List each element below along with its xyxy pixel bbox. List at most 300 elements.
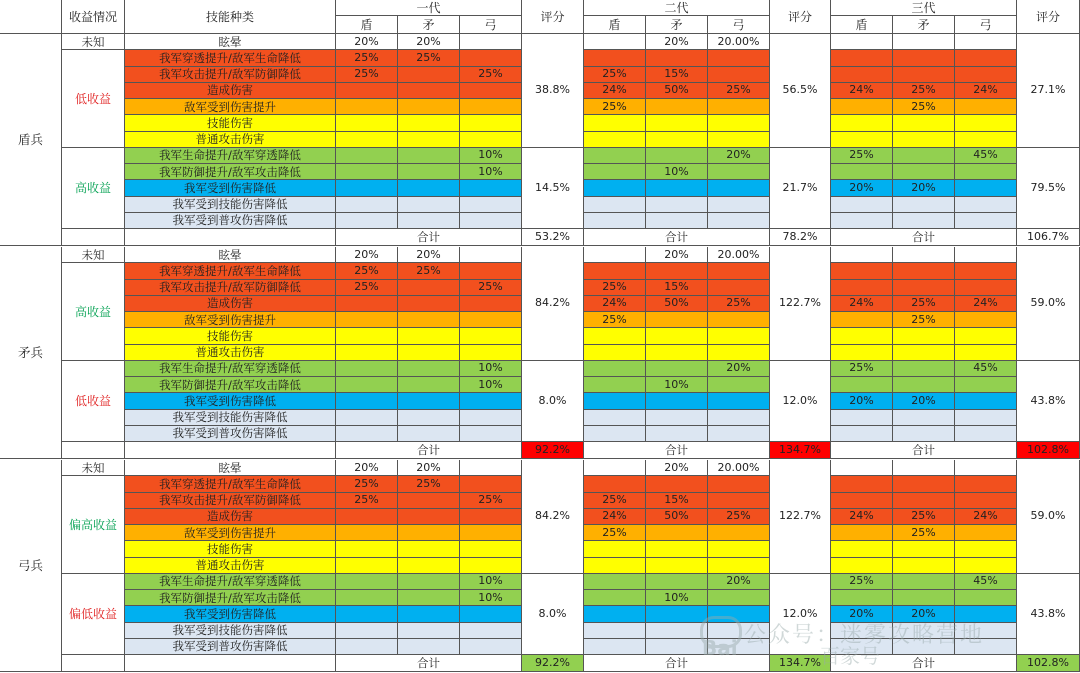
value-cell	[646, 345, 708, 361]
value-cell: 20%	[831, 606, 893, 622]
value-cell	[708, 606, 770, 622]
value-cell	[955, 197, 1017, 213]
value-cell	[708, 132, 770, 148]
value-cell	[893, 541, 955, 557]
value-cell	[336, 377, 398, 393]
total-blank	[125, 655, 336, 672]
value-cell	[336, 606, 398, 622]
value-cell	[398, 345, 460, 361]
header-generation: 二代	[584, 0, 770, 16]
skill-name: 我军受到伤害降低	[125, 393, 336, 409]
value-cell	[955, 493, 1017, 509]
value-cell	[584, 476, 646, 492]
skill-name: 造成伤害	[125, 509, 336, 525]
value-cell	[460, 247, 522, 263]
value-cell	[336, 426, 398, 442]
skill-name: 技能伤害	[125, 328, 336, 344]
value-cell: 24%	[584, 509, 646, 525]
total-label: 合计	[336, 442, 522, 459]
score-cell: 84.2%	[522, 247, 584, 361]
value-cell	[336, 558, 398, 574]
value-cell: 10%	[646, 164, 708, 180]
value-cell	[336, 541, 398, 557]
value-cell	[460, 213, 522, 229]
value-cell	[460, 115, 522, 131]
value-cell	[336, 115, 398, 131]
value-cell	[708, 476, 770, 492]
skill-name: 敌军受到伤害提升	[125, 525, 336, 541]
value-cell	[398, 590, 460, 606]
value-cell	[646, 476, 708, 492]
value-cell	[584, 197, 646, 213]
value-cell: 20%	[708, 148, 770, 164]
value-cell: 25%	[584, 280, 646, 296]
value-cell	[708, 213, 770, 229]
value-cell	[646, 213, 708, 229]
value-cell	[584, 213, 646, 229]
value-cell	[336, 197, 398, 213]
value-cell	[955, 99, 1017, 115]
value-cell	[893, 213, 955, 229]
skill-name: 我军攻击提升/敌军防御降低	[125, 493, 336, 509]
value-cell	[584, 460, 646, 476]
value-cell	[398, 99, 460, 115]
value-cell	[460, 197, 522, 213]
value-cell	[460, 606, 522, 622]
header-score: 评分	[522, 0, 584, 34]
value-cell	[955, 393, 1017, 409]
value-cell	[955, 115, 1017, 131]
value-cell	[893, 623, 955, 639]
value-cell	[646, 410, 708, 426]
value-cell	[893, 476, 955, 492]
value-cell: 24%	[831, 296, 893, 312]
value-cell: 25%	[893, 83, 955, 99]
value-cell: 10%	[460, 590, 522, 606]
skill-name: 我军受到伤害降低	[125, 180, 336, 196]
value-cell	[893, 115, 955, 131]
value-cell	[955, 67, 1017, 83]
value-cell: 45%	[955, 361, 1017, 377]
skill-name: 我军穿透提升/敌军生命降低	[125, 476, 336, 492]
value-cell: 25%	[336, 50, 398, 66]
header-subtype: 盾	[584, 16, 646, 34]
value-cell	[398, 148, 460, 164]
value-cell	[646, 50, 708, 66]
value-cell: 20.00%	[708, 247, 770, 263]
score-cell: 43.8%	[1017, 361, 1080, 442]
value-cell	[831, 426, 893, 442]
value-cell: 25%	[584, 312, 646, 328]
value-cell	[398, 213, 460, 229]
value-cell	[893, 247, 955, 263]
value-cell	[893, 558, 955, 574]
skill-name: 造成伤害	[125, 296, 336, 312]
value-cell	[893, 132, 955, 148]
value-cell	[336, 623, 398, 639]
value-cell	[831, 525, 893, 541]
value-cell: 24%	[831, 83, 893, 99]
skill-name: 我军受到技能伤害降低	[125, 623, 336, 639]
value-cell	[893, 574, 955, 590]
value-cell	[831, 67, 893, 83]
value-cell	[398, 83, 460, 99]
value-cell	[398, 493, 460, 509]
value-cell	[831, 34, 893, 50]
value-cell: 15%	[646, 493, 708, 509]
value-cell: 24%	[831, 509, 893, 525]
value-cell: 10%	[646, 590, 708, 606]
value-cell	[955, 639, 1017, 655]
value-cell	[831, 541, 893, 557]
value-cell	[584, 148, 646, 164]
total-label: 合计	[336, 229, 522, 246]
value-cell	[893, 328, 955, 344]
value-cell	[955, 180, 1017, 196]
value-cell: 24%	[584, 83, 646, 99]
value-cell	[893, 67, 955, 83]
value-cell	[398, 132, 460, 148]
value-cell	[831, 460, 893, 476]
value-cell	[708, 525, 770, 541]
value-cell	[646, 525, 708, 541]
skill-name: 我军受到技能伤害降低	[125, 410, 336, 426]
value-cell	[398, 541, 460, 557]
value-cell	[646, 197, 708, 213]
value-cell	[646, 426, 708, 442]
value-cell	[460, 393, 522, 409]
value-cell	[708, 280, 770, 296]
value-cell	[336, 312, 398, 328]
value-cell: 25%	[831, 148, 893, 164]
value-cell	[460, 296, 522, 312]
unit-name: 弓兵	[0, 460, 62, 672]
header-skill-type: 技能种类	[125, 0, 336, 34]
header-subtype: 弓	[955, 16, 1017, 34]
value-cell	[893, 426, 955, 442]
value-cell	[646, 606, 708, 622]
value-cell	[893, 460, 955, 476]
value-cell	[398, 525, 460, 541]
value-cell	[646, 99, 708, 115]
value-cell	[398, 393, 460, 409]
header-subtype: 盾	[336, 16, 398, 34]
value-cell	[708, 197, 770, 213]
value-cell	[955, 623, 1017, 639]
value-cell	[831, 263, 893, 279]
value-cell	[336, 393, 398, 409]
value-cell	[831, 213, 893, 229]
value-cell	[955, 476, 1017, 492]
header-subtype: 矛	[646, 16, 708, 34]
value-cell	[955, 132, 1017, 148]
value-cell	[646, 361, 708, 377]
value-cell	[708, 180, 770, 196]
total-blank	[125, 229, 336, 246]
value-cell	[831, 99, 893, 115]
value-cell	[584, 263, 646, 279]
value-cell: 20%	[893, 606, 955, 622]
value-cell	[893, 148, 955, 164]
score-cell: 27.1%	[1017, 34, 1080, 148]
value-cell: 25%	[584, 99, 646, 115]
value-cell	[708, 263, 770, 279]
gain-group-label: 高收益	[62, 263, 125, 361]
value-cell: 25%	[398, 476, 460, 492]
value-cell: 24%	[955, 296, 1017, 312]
value-cell: 25%	[708, 296, 770, 312]
value-cell: 10%	[646, 377, 708, 393]
skill-name: 眩晕	[125, 247, 336, 263]
value-cell	[460, 132, 522, 148]
value-cell	[893, 34, 955, 50]
value-cell	[584, 623, 646, 639]
value-cell	[646, 180, 708, 196]
value-cell	[398, 639, 460, 655]
value-cell	[955, 280, 1017, 296]
value-cell	[708, 590, 770, 606]
value-cell	[584, 164, 646, 180]
value-cell	[398, 312, 460, 328]
value-cell	[460, 541, 522, 557]
value-cell	[646, 393, 708, 409]
score-cell: 21.7%	[770, 148, 831, 229]
value-cell	[955, 247, 1017, 263]
value-cell	[460, 180, 522, 196]
header-score: 评分	[1017, 0, 1080, 34]
value-cell	[584, 377, 646, 393]
skill-name: 我军受到伤害降低	[125, 606, 336, 622]
value-cell	[955, 345, 1017, 361]
value-cell	[708, 393, 770, 409]
total-blank	[62, 655, 125, 672]
header-subtype: 盾	[831, 16, 893, 34]
score-cell: 38.8%	[522, 34, 584, 148]
value-cell	[955, 328, 1017, 344]
value-cell	[336, 639, 398, 655]
value-cell: 20.00%	[708, 460, 770, 476]
total-score: 78.2%	[770, 229, 831, 246]
value-cell	[398, 426, 460, 442]
total-score: 134.7%	[770, 442, 831, 459]
value-cell: 25%	[893, 296, 955, 312]
value-cell	[708, 377, 770, 393]
value-cell: 50%	[646, 509, 708, 525]
value-cell	[460, 460, 522, 476]
header-subtype: 弓	[708, 16, 770, 34]
value-cell	[460, 639, 522, 655]
value-cell	[708, 623, 770, 639]
skill-name: 技能伤害	[125, 115, 336, 131]
value-cell	[893, 590, 955, 606]
header-blank	[0, 0, 62, 34]
value-cell: 24%	[955, 83, 1017, 99]
total-score: 53.2%	[522, 229, 584, 246]
total-score: 92.2%	[522, 442, 584, 459]
skill-name: 普通攻击伤害	[125, 558, 336, 574]
value-cell	[646, 132, 708, 148]
value-cell	[460, 83, 522, 99]
score-cell: 8.0%	[522, 574, 584, 655]
value-cell: 20%	[708, 574, 770, 590]
value-cell	[708, 345, 770, 361]
value-cell	[831, 164, 893, 180]
score-cell: 79.5%	[1017, 148, 1080, 229]
unit-name: 矛兵	[0, 247, 62, 459]
value-cell	[955, 590, 1017, 606]
value-cell: 25%	[831, 574, 893, 590]
value-cell	[646, 263, 708, 279]
value-cell	[708, 493, 770, 509]
score-cell: 122.7%	[770, 247, 831, 361]
header-score: 评分	[770, 0, 831, 34]
value-cell	[460, 312, 522, 328]
value-cell: 10%	[460, 148, 522, 164]
value-cell: 25%	[460, 280, 522, 296]
value-cell	[584, 558, 646, 574]
skill-name: 敌军受到伤害提升	[125, 99, 336, 115]
total-blank	[62, 442, 125, 459]
value-cell	[831, 410, 893, 426]
value-cell	[398, 377, 460, 393]
value-cell: 25%	[398, 263, 460, 279]
skill-name: 造成伤害	[125, 83, 336, 99]
value-cell	[646, 328, 708, 344]
value-cell	[893, 639, 955, 655]
value-cell	[398, 328, 460, 344]
value-cell	[955, 50, 1017, 66]
value-cell: 25%	[831, 361, 893, 377]
value-cell	[708, 426, 770, 442]
value-cell	[584, 115, 646, 131]
value-cell	[398, 509, 460, 525]
value-cell	[336, 213, 398, 229]
value-cell	[584, 328, 646, 344]
value-cell: 25%	[584, 67, 646, 83]
value-cell	[584, 541, 646, 557]
value-cell	[831, 639, 893, 655]
value-cell	[646, 574, 708, 590]
value-cell	[584, 180, 646, 196]
gain-group-label: 低收益	[62, 361, 125, 442]
value-cell	[336, 574, 398, 590]
value-cell	[646, 541, 708, 557]
total-score: 102.8%	[1017, 655, 1080, 672]
value-cell: 25%	[708, 509, 770, 525]
value-cell	[336, 296, 398, 312]
value-cell	[398, 623, 460, 639]
gain-group-label: 偏高收益	[62, 476, 125, 574]
value-cell	[584, 345, 646, 361]
value-cell: 20%	[893, 393, 955, 409]
value-cell	[955, 34, 1017, 50]
skill-name: 眩晕	[125, 34, 336, 50]
value-cell	[955, 541, 1017, 557]
value-cell: 24%	[955, 509, 1017, 525]
total-blank	[125, 442, 336, 459]
value-cell	[831, 558, 893, 574]
skill-name: 我军生命提升/敌军穿透降低	[125, 361, 336, 377]
value-cell	[336, 132, 398, 148]
value-cell: 20%	[398, 34, 460, 50]
value-cell: 20%	[646, 460, 708, 476]
value-cell: 20%	[646, 247, 708, 263]
value-cell: 25%	[893, 312, 955, 328]
score-cell: 84.2%	[522, 460, 584, 574]
value-cell: 20%	[893, 180, 955, 196]
value-cell	[831, 623, 893, 639]
value-cell	[398, 574, 460, 590]
unknown-label: 未知	[62, 460, 125, 476]
score-cell: 12.0%	[770, 361, 831, 442]
value-cell	[831, 328, 893, 344]
value-cell	[584, 574, 646, 590]
skill-name: 我军防御提升/敌军攻击降低	[125, 590, 336, 606]
value-cell: 25%	[336, 493, 398, 509]
value-cell	[893, 345, 955, 361]
value-cell	[460, 50, 522, 66]
skill-name: 我军穿透提升/敌军生命降低	[125, 263, 336, 279]
total-score: 102.8%	[1017, 442, 1080, 459]
total-score: 106.7%	[1017, 229, 1080, 246]
value-cell: 25%	[336, 263, 398, 279]
value-cell	[460, 426, 522, 442]
value-cell: 15%	[646, 280, 708, 296]
value-cell: 25%	[336, 476, 398, 492]
value-cell	[708, 99, 770, 115]
skill-name: 我军受到普攻伤害降低	[125, 639, 336, 655]
score-cell: 59.0%	[1017, 247, 1080, 361]
value-cell	[398, 296, 460, 312]
value-cell: 20%	[336, 247, 398, 263]
total-score: 92.2%	[522, 655, 584, 672]
value-cell	[646, 558, 708, 574]
value-cell	[398, 197, 460, 213]
score-cell: 56.5%	[770, 34, 831, 148]
value-cell	[955, 410, 1017, 426]
header-subtype: 矛	[398, 16, 460, 34]
value-cell	[460, 476, 522, 492]
value-cell	[584, 590, 646, 606]
value-cell	[646, 639, 708, 655]
value-cell: 25%	[336, 280, 398, 296]
value-cell: 10%	[460, 574, 522, 590]
skill-name: 我军受到普攻伤害降低	[125, 213, 336, 229]
value-cell	[460, 525, 522, 541]
value-cell: 25%	[460, 67, 522, 83]
value-cell	[336, 361, 398, 377]
value-cell	[460, 345, 522, 361]
value-cell	[646, 115, 708, 131]
total-label: 合计	[831, 442, 1017, 459]
value-cell	[831, 247, 893, 263]
value-cell	[460, 34, 522, 50]
skill-name: 我军攻击提升/敌军防御降低	[125, 67, 336, 83]
value-cell	[584, 361, 646, 377]
score-cell: 12.0%	[770, 574, 831, 655]
value-cell	[955, 213, 1017, 229]
total-label: 合计	[584, 229, 770, 246]
value-cell	[336, 83, 398, 99]
value-cell	[398, 67, 460, 83]
value-cell	[336, 164, 398, 180]
header-subtype: 弓	[460, 16, 522, 34]
value-cell: 25%	[336, 67, 398, 83]
value-cell	[955, 377, 1017, 393]
value-cell	[460, 328, 522, 344]
total-blank	[62, 229, 125, 246]
value-cell	[584, 606, 646, 622]
